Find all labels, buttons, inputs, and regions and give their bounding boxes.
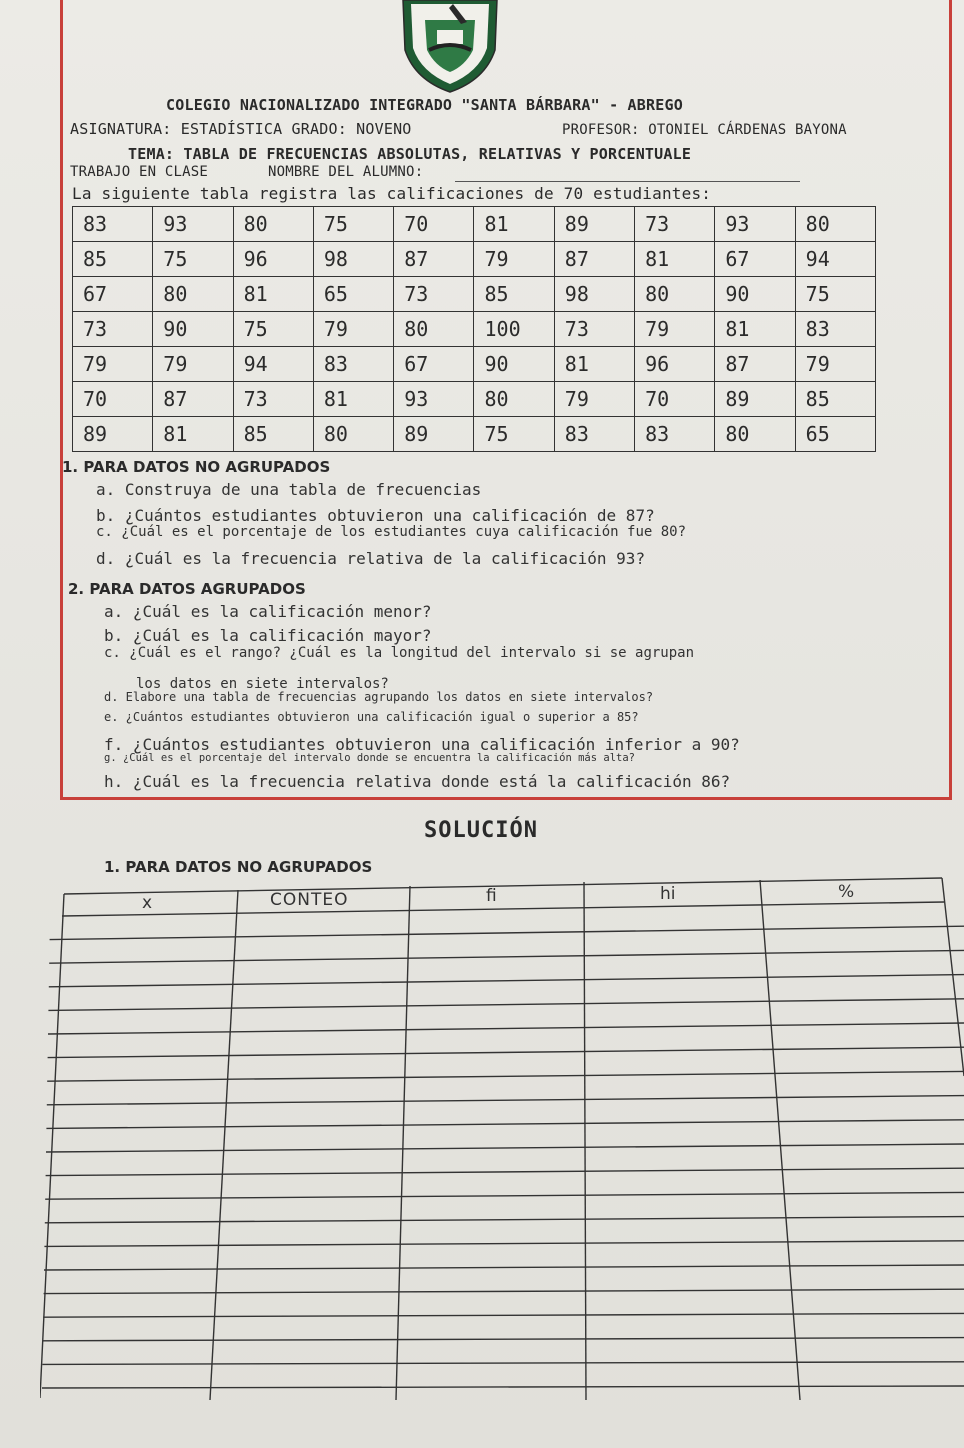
grade-cell: 73 xyxy=(635,207,715,242)
teacher-name: PROFESOR: OTONIEL CÁRDENAS BAYONA xyxy=(562,122,847,138)
table-intro: La siguiente tabla registra las calificaciones de 70 estudiantes: xyxy=(72,184,712,203)
grade-cell: 80 xyxy=(233,207,313,242)
school-crest-logo xyxy=(395,0,505,95)
grade-cell: 79 xyxy=(153,347,233,382)
table-row-line xyxy=(46,1120,964,1129)
grade-cell: 93 xyxy=(394,382,474,417)
worksheet-topic: TEMA: TABLA DE FRECUENCIAS ABSOLUTAS, RELATIVAS Y PORCENTUALE xyxy=(128,145,692,163)
grade-cell: 80 xyxy=(313,417,393,452)
grade-cell: 93 xyxy=(153,207,233,242)
grade-cell: 93 xyxy=(715,207,795,242)
table-row-line xyxy=(42,1386,964,1388)
table-row-line xyxy=(45,1192,964,1199)
grade-cell: 90 xyxy=(153,312,233,347)
table-row-line xyxy=(46,1168,964,1175)
table-column-line xyxy=(584,882,586,1400)
table-row-line xyxy=(43,1338,964,1341)
grades-row xyxy=(73,312,876,347)
grade-cell: 81 xyxy=(715,312,795,347)
column-header-x: x xyxy=(142,893,153,913)
table-row-line xyxy=(49,950,964,963)
grade-cell: 81 xyxy=(554,347,634,382)
section1-title: 1. PARA DATOS NO AGRUPADOS xyxy=(62,458,331,476)
grade-cell: 75 xyxy=(153,242,233,277)
grade-cell: 75 xyxy=(474,417,554,452)
grade-cell: 81 xyxy=(233,277,313,312)
table-column-line xyxy=(210,890,238,1400)
grade-cell: 89 xyxy=(73,417,153,452)
grade-cell: 67 xyxy=(73,277,153,312)
grade-cell: 75 xyxy=(795,277,875,312)
column-header-hi: hi xyxy=(660,884,676,904)
grade-cell: 83 xyxy=(635,417,715,452)
question-1c: c. ¿Cuál es el porcentaje de los estudiantes cuya calificación fue 80? xyxy=(96,524,687,540)
table-row-line xyxy=(47,1096,964,1105)
grade-cell: 89 xyxy=(394,417,474,452)
table-row-line xyxy=(49,975,964,987)
grade-cell: 80 xyxy=(153,277,233,312)
grade-cell: 79 xyxy=(73,347,153,382)
grade-cell: 85 xyxy=(233,417,313,452)
question-2d: d. Elabore una tabla de frecuencias agrupando los datos en siete intervalos? xyxy=(104,690,654,704)
grade-cell: 75 xyxy=(313,207,393,242)
question-1a: a. Construya de una tabla de frecuencias xyxy=(96,480,482,499)
grade-cell: 80 xyxy=(474,382,554,417)
table-row-line xyxy=(42,1362,964,1365)
grade-cell: 73 xyxy=(73,312,153,347)
grade-cell: 83 xyxy=(73,207,153,242)
table-column-line xyxy=(760,880,800,1400)
grades-row xyxy=(73,382,876,417)
grade-cell: 73 xyxy=(554,312,634,347)
table-header-bottom xyxy=(62,902,944,916)
grade-cell: 94 xyxy=(795,242,875,277)
grade-cell: 96 xyxy=(233,242,313,277)
table-row-line xyxy=(47,1071,964,1081)
table-top-border xyxy=(64,878,942,894)
grade-cell: 85 xyxy=(795,382,875,417)
question-1b: b. ¿Cuántos estudiantes obtuvieron una calificación de 87? xyxy=(96,506,655,525)
question-2c-line2: los datos en siete intervalos? xyxy=(136,676,389,692)
solution-subtitle: 1. PARA DATOS NO AGRUPADOS xyxy=(104,858,373,876)
table-row-line xyxy=(48,1023,964,1034)
grade-cell: 80 xyxy=(715,417,795,452)
grades-row xyxy=(73,242,876,277)
grade-cell: 100 xyxy=(474,312,554,347)
table-column-line xyxy=(40,894,64,1398)
grade-cell: 80 xyxy=(635,277,715,312)
grade-cell: 79 xyxy=(795,347,875,382)
subject-grade: ASIGNATURA: ESTADÍSTICA GRADO: NOVENO xyxy=(70,120,412,138)
grade-cell: 67 xyxy=(394,347,474,382)
question-2c-line1: c. ¿Cuál es el rango? ¿Cuál es la longitud del intervalo si se agrupan xyxy=(104,645,695,661)
grade-cell: 90 xyxy=(474,347,554,382)
grade-cell: 73 xyxy=(233,382,313,417)
grade-cell: 83 xyxy=(554,417,634,452)
grade-cell: 94 xyxy=(233,347,313,382)
grade-cell: 70 xyxy=(73,382,153,417)
grade-cell: 98 xyxy=(554,277,634,312)
grade-cell: 98 xyxy=(313,242,393,277)
grade-cell: 87 xyxy=(554,242,634,277)
work-type: TRABAJO EN CLASE xyxy=(70,164,209,180)
grade-cell: 81 xyxy=(474,207,554,242)
question-2h: h. ¿Cuál es la frecuencia relativa donde está la calificación 86? xyxy=(104,772,731,791)
grade-cell: 79 xyxy=(474,242,554,277)
grade-cell: 73 xyxy=(394,277,474,312)
table-row-line xyxy=(50,926,964,939)
question-2f: f. ¿Cuántos estudiantes obtuvieron una calificación inferior a 90? xyxy=(104,735,740,754)
grade-cell: 89 xyxy=(554,207,634,242)
grade-cell: 81 xyxy=(153,417,233,452)
solution-title: SOLUCIÓN xyxy=(424,818,538,843)
school-name: COLEGIO NACIONALIZADO INTEGRADO "SANTA BÁRBARA" - ABREGO xyxy=(166,96,683,114)
grade-cell: 90 xyxy=(715,277,795,312)
grades-row xyxy=(73,277,876,312)
table-row-line xyxy=(45,1217,964,1223)
grade-cell: 85 xyxy=(474,277,554,312)
table-row-line xyxy=(44,1241,964,1247)
grade-cell: 81 xyxy=(313,382,393,417)
grade-cell: 70 xyxy=(635,382,715,417)
grade-cell: 87 xyxy=(153,382,233,417)
grade-cell: 83 xyxy=(313,347,393,382)
student-name-blank[interactable] xyxy=(455,181,800,182)
grade-cell: 96 xyxy=(635,347,715,382)
grade-cell: 85 xyxy=(73,242,153,277)
grade-cell: 87 xyxy=(715,347,795,382)
grade-cell: 80 xyxy=(795,207,875,242)
grade-cell: 79 xyxy=(635,312,715,347)
grades-row xyxy=(73,207,876,242)
table-row-line xyxy=(43,1313,964,1317)
grade-cell: 80 xyxy=(394,312,474,347)
grades-row xyxy=(73,347,876,382)
grade-cell: 65 xyxy=(795,417,875,452)
table-row-line xyxy=(44,1289,964,1293)
question-2b: b. ¿Cuál es la calificación mayor? xyxy=(104,626,432,645)
column-header-fi: fi xyxy=(486,886,497,906)
column-header-percent: % xyxy=(838,882,855,902)
question-1d: d. ¿Cuál es la frecuencia relativa de la calificación 93? xyxy=(96,549,646,568)
table-column-line xyxy=(396,886,410,1400)
grade-cell: 89 xyxy=(715,382,795,417)
table-row-line xyxy=(48,1047,964,1057)
grade-cell: 87 xyxy=(394,242,474,277)
question-2a: a. ¿Cuál es la calificación menor? xyxy=(104,602,432,621)
grade-cell: 65 xyxy=(313,277,393,312)
answer-frequency-table[interactable] xyxy=(40,876,964,1406)
grade-cell: 83 xyxy=(795,312,875,347)
table-row-line xyxy=(44,1265,964,1270)
question-2g: g. ¿Cuál es el porcentaje del intervalo donde se encuentra la calificación más alta? xyxy=(104,752,636,764)
grade-cell: 67 xyxy=(715,242,795,277)
question-2e: e. ¿Cuántos estudiantes obtuvieron una calificación igual o superior a 85? xyxy=(104,710,639,724)
grades-table xyxy=(72,206,876,452)
grade-cell: 79 xyxy=(313,312,393,347)
grade-cell: 81 xyxy=(635,242,715,277)
section2-title: 2. PARA DATOS AGRUPADOS xyxy=(68,580,306,598)
grade-cell: 79 xyxy=(554,382,634,417)
grade-cell: 75 xyxy=(233,312,313,347)
table-row-line xyxy=(46,1144,964,1152)
column-header-conteo: CONTEO xyxy=(270,890,349,910)
student-name-label: NOMBRE DEL ALUMNO: xyxy=(268,164,424,180)
table-column-line xyxy=(942,878,964,1076)
table-row-line xyxy=(48,999,964,1011)
grades-row xyxy=(73,417,876,452)
grade-cell: 70 xyxy=(394,207,474,242)
